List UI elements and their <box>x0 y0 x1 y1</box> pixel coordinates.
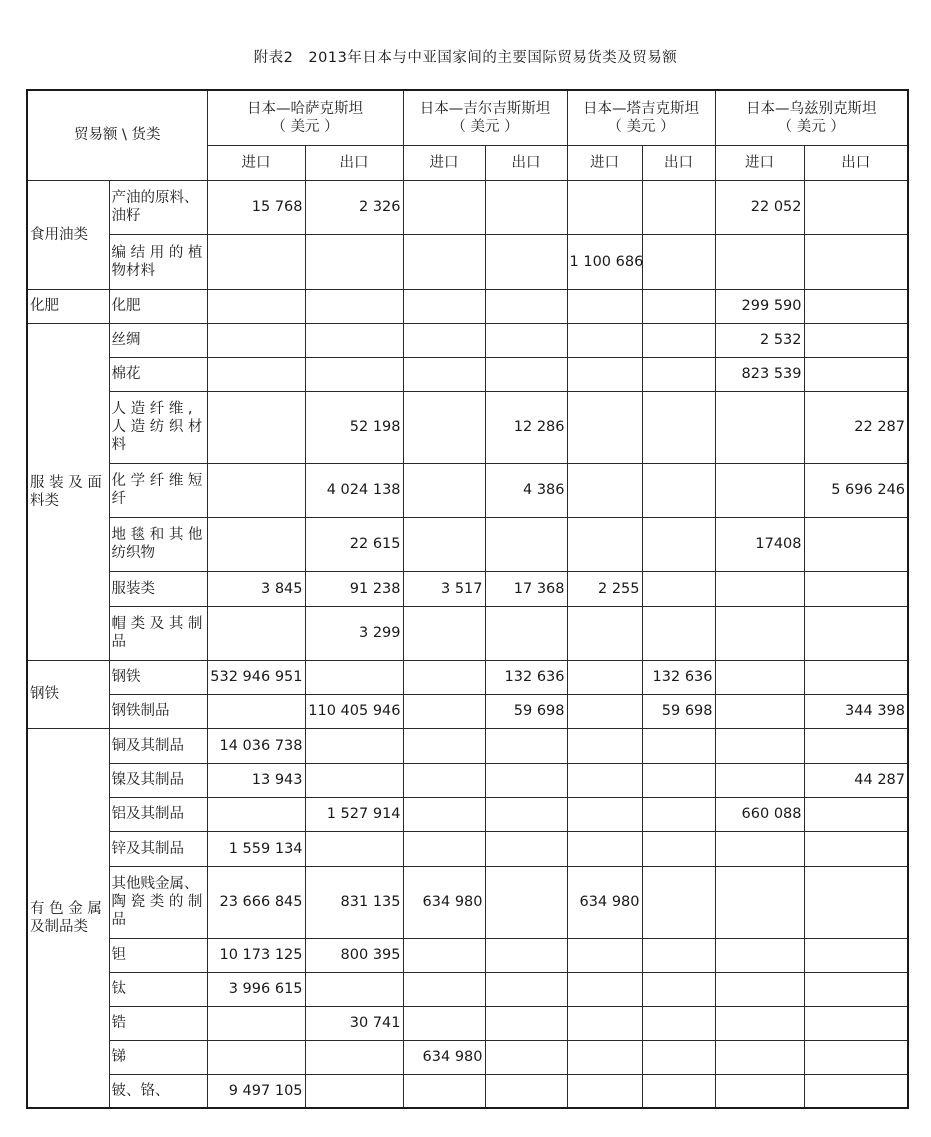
value-cell <box>804 571 908 606</box>
value-cell <box>567 357 642 391</box>
value-cell <box>207 463 305 517</box>
value-cell: 59 698 <box>642 694 715 728</box>
value-cell: 3 299 <box>305 606 403 660</box>
value-cell: 2 326 <box>305 180 403 234</box>
value-cell: 5 696 246 <box>804 463 908 517</box>
value-cell: 22 615 <box>305 517 403 571</box>
item-label-cell: 锌及其制品 <box>109 831 207 866</box>
item-label-cell: 其他贱金属、 陶 瓷 类 的 制 品 <box>109 866 207 938</box>
table-row <box>27 357 908 391</box>
value-cell <box>403 323 485 357</box>
value-cell <box>804 1040 908 1074</box>
value-cell: 23 666 845 <box>207 866 305 938</box>
header-export: 出口 <box>804 145 908 180</box>
value-cell <box>642 938 715 972</box>
value-cell <box>207 694 305 728</box>
item-label-cell: 产油的原料、 油籽 <box>109 180 207 234</box>
value-cell: 4 386 <box>485 463 567 517</box>
value-cell <box>567 728 642 763</box>
value-cell <box>485 357 567 391</box>
header-export: 出口 <box>485 145 567 180</box>
item-label-cell: 钢铁制品 <box>109 694 207 728</box>
value-cell <box>804 606 908 660</box>
value-cell <box>642 391 715 463</box>
value-cell <box>715 1040 804 1074</box>
value-cell <box>305 289 403 323</box>
value-cell <box>715 1006 804 1040</box>
item-label-cell: 铜及其制品 <box>109 728 207 763</box>
value-cell <box>567 763 642 797</box>
header-row-countries <box>27 90 908 145</box>
value-cell <box>642 866 715 938</box>
value-cell <box>485 797 567 831</box>
item-label-cell: 编 结 用 的 植 物材料 <box>109 234 207 289</box>
value-cell: 91 238 <box>305 571 403 606</box>
value-cell: 634 980 <box>567 866 642 938</box>
value-cell: 660 088 <box>715 797 804 831</box>
item-label-cell: 钽 <box>109 938 207 972</box>
value-cell <box>715 763 804 797</box>
table-row <box>27 463 908 517</box>
category-cell: 有 色 金 属 及制品类 <box>27 728 109 1108</box>
table-row <box>27 728 908 763</box>
value-cell: 1 527 914 <box>305 797 403 831</box>
value-cell <box>567 694 642 728</box>
value-cell <box>403 831 485 866</box>
value-cell: 12 286 <box>485 391 567 463</box>
value-cell <box>642 972 715 1006</box>
item-label-cell: 棉花 <box>109 357 207 391</box>
category-cell: 钢铁 <box>27 660 109 728</box>
header-corner: 贸易额 \ 货类 <box>27 90 207 180</box>
value-cell <box>403 357 485 391</box>
header-import: 进口 <box>403 145 485 180</box>
value-cell: 634 980 <box>403 866 485 938</box>
header-import: 进口 <box>715 145 804 180</box>
value-cell: 2 255 <box>567 571 642 606</box>
category-cell: 食用油类 <box>27 180 109 289</box>
item-label-cell: 锆 <box>109 1006 207 1040</box>
value-cell <box>567 660 642 694</box>
value-cell: 4 024 138 <box>305 463 403 517</box>
value-cell <box>207 234 305 289</box>
value-cell <box>715 660 804 694</box>
value-cell <box>567 517 642 571</box>
value-cell <box>485 323 567 357</box>
item-label-cell: 地 毯 和 其 他 纺织物 <box>109 517 207 571</box>
value-cell <box>567 289 642 323</box>
value-cell <box>804 180 908 234</box>
value-cell <box>715 972 804 1006</box>
value-cell <box>485 1040 567 1074</box>
header-country: 日本—吉尔吉斯斯坦 （ 美元 ） <box>403 90 567 145</box>
value-cell: 52 198 <box>305 391 403 463</box>
table-row <box>27 234 908 289</box>
value-cell <box>642 357 715 391</box>
value-cell: 344 398 <box>804 694 908 728</box>
value-cell <box>642 1040 715 1074</box>
category-cell: 服 装 及 面 料类 <box>27 323 109 660</box>
value-cell <box>207 391 305 463</box>
value-cell <box>485 972 567 1006</box>
table-row <box>27 323 908 357</box>
value-cell <box>403 660 485 694</box>
table-row <box>27 1074 908 1108</box>
table-row <box>27 517 908 571</box>
value-cell: 59 698 <box>485 694 567 728</box>
table-row <box>27 866 908 938</box>
value-cell: 532 946 951 <box>207 660 305 694</box>
value-cell <box>485 763 567 797</box>
value-cell <box>715 694 804 728</box>
value-cell <box>642 763 715 797</box>
value-cell <box>207 323 305 357</box>
table-row <box>27 571 908 606</box>
value-cell <box>567 972 642 1006</box>
item-label-cell: 铍、铬、 <box>109 1074 207 1108</box>
value-cell <box>305 234 403 289</box>
value-cell: 3 845 <box>207 571 305 606</box>
value-cell <box>403 234 485 289</box>
item-label-cell: 服装类 <box>109 571 207 606</box>
value-cell <box>207 797 305 831</box>
value-cell <box>403 463 485 517</box>
value-cell <box>715 606 804 660</box>
table-row <box>27 660 908 694</box>
item-label-cell: 帽 类 及 其 制 品 <box>109 606 207 660</box>
value-cell <box>485 606 567 660</box>
value-cell <box>305 972 403 1006</box>
value-cell <box>207 357 305 391</box>
value-cell: 15 768 <box>207 180 305 234</box>
table-row <box>27 694 908 728</box>
value-cell <box>403 728 485 763</box>
value-cell: 800 395 <box>305 938 403 972</box>
value-cell: 44 287 <box>804 763 908 797</box>
value-cell <box>642 289 715 323</box>
value-cell <box>804 938 908 972</box>
value-cell <box>567 391 642 463</box>
value-cell <box>715 234 804 289</box>
value-cell <box>403 517 485 571</box>
value-cell <box>403 289 485 323</box>
value-cell <box>305 763 403 797</box>
value-cell <box>642 831 715 866</box>
value-cell <box>642 606 715 660</box>
value-cell: 22 287 <box>804 391 908 463</box>
value-cell <box>485 1074 567 1108</box>
value-cell <box>567 1040 642 1074</box>
value-cell <box>403 763 485 797</box>
value-cell: 823 539 <box>715 357 804 391</box>
value-cell <box>804 797 908 831</box>
value-cell <box>305 323 403 357</box>
table-row <box>27 938 908 972</box>
item-label-cell: 锑 <box>109 1040 207 1074</box>
value-cell: 30 741 <box>305 1006 403 1040</box>
table-row <box>27 180 908 234</box>
value-cell <box>403 180 485 234</box>
item-label-cell: 丝绸 <box>109 323 207 357</box>
header-export: 出口 <box>642 145 715 180</box>
value-cell: 17408 <box>715 517 804 571</box>
value-cell <box>642 1006 715 1040</box>
item-label-cell: 化 学 纤 维 短 纤 <box>109 463 207 517</box>
value-cell <box>403 938 485 972</box>
item-label-cell: 镍及其制品 <box>109 763 207 797</box>
value-cell <box>305 728 403 763</box>
value-cell <box>207 289 305 323</box>
value-cell <box>804 357 908 391</box>
value-cell <box>567 831 642 866</box>
table-row <box>27 289 908 323</box>
value-cell <box>485 938 567 972</box>
value-cell <box>642 463 715 517</box>
value-cell <box>403 391 485 463</box>
value-cell <box>485 831 567 866</box>
table-row <box>27 1040 908 1074</box>
value-cell <box>485 866 567 938</box>
value-cell <box>715 391 804 463</box>
value-cell <box>804 831 908 866</box>
table-row <box>27 1006 908 1040</box>
value-cell: 3 517 <box>403 571 485 606</box>
value-cell <box>485 289 567 323</box>
value-cell <box>485 1006 567 1040</box>
value-cell <box>305 1074 403 1108</box>
value-cell <box>207 517 305 571</box>
value-cell: 132 636 <box>642 660 715 694</box>
item-label-cell: 钛 <box>109 972 207 1006</box>
value-cell <box>567 1074 642 1108</box>
value-cell: 14 036 738 <box>207 728 305 763</box>
value-cell <box>804 1006 908 1040</box>
value-cell <box>642 571 715 606</box>
value-cell <box>642 517 715 571</box>
value-cell <box>403 972 485 1006</box>
value-cell <box>715 728 804 763</box>
value-cell: 9 497 105 <box>207 1074 305 1108</box>
table-row <box>27 763 908 797</box>
table-row <box>27 972 908 1006</box>
category-cell: 化肥 <box>27 289 109 323</box>
value-cell <box>305 660 403 694</box>
value-cell <box>715 831 804 866</box>
value-cell <box>642 323 715 357</box>
value-cell <box>715 1074 804 1108</box>
value-cell: 17 368 <box>485 571 567 606</box>
value-cell <box>715 571 804 606</box>
value-cell <box>567 180 642 234</box>
value-cell <box>567 938 642 972</box>
value-cell <box>804 1074 908 1108</box>
table-row <box>27 831 908 866</box>
header-import: 进口 <box>207 145 305 180</box>
value-cell <box>485 180 567 234</box>
value-cell <box>567 1006 642 1040</box>
value-cell <box>567 463 642 517</box>
value-cell <box>715 463 804 517</box>
value-cell: 10 173 125 <box>207 938 305 972</box>
value-cell <box>485 517 567 571</box>
header-export: 出口 <box>305 145 403 180</box>
table-row <box>27 391 908 463</box>
value-cell <box>804 289 908 323</box>
value-cell <box>567 323 642 357</box>
value-cell <box>804 517 908 571</box>
value-cell <box>207 606 305 660</box>
value-cell <box>403 1006 485 1040</box>
table-row <box>27 797 908 831</box>
value-cell <box>642 728 715 763</box>
table-body <box>27 180 908 1108</box>
value-cell <box>403 1074 485 1108</box>
value-cell: 22 052 <box>715 180 804 234</box>
value-cell <box>567 797 642 831</box>
value-cell: 299 590 <box>715 289 804 323</box>
trade-table <box>26 89 909 1109</box>
header-country: 日本—乌兹别克斯坦 （ 美元 ） <box>715 90 908 145</box>
value-cell <box>804 660 908 694</box>
value-cell: 1 559 134 <box>207 831 305 866</box>
value-cell <box>305 1040 403 1074</box>
value-cell <box>207 1006 305 1040</box>
value-cell <box>804 234 908 289</box>
header-import: 进口 <box>567 145 642 180</box>
value-cell: 1 100 686 <box>567 234 642 289</box>
item-label-cell: 钢铁 <box>109 660 207 694</box>
value-cell: 634 980 <box>403 1040 485 1074</box>
value-cell <box>485 728 567 763</box>
value-cell <box>485 234 567 289</box>
value-cell: 13 943 <box>207 763 305 797</box>
table-row <box>27 606 908 660</box>
value-cell <box>642 1074 715 1108</box>
value-cell <box>715 938 804 972</box>
value-cell <box>403 694 485 728</box>
value-cell <box>642 797 715 831</box>
item-label-cell: 人 造 纤 维 , 人 造 纺 织 材 料 <box>109 391 207 463</box>
value-cell <box>305 831 403 866</box>
value-cell <box>804 323 908 357</box>
value-cell: 831 135 <box>305 866 403 938</box>
value-cell <box>804 866 908 938</box>
value-cell <box>567 606 642 660</box>
value-cell: 2 532 <box>715 323 804 357</box>
header-country: 日本—哈萨克斯坦 （ 美元 ） <box>207 90 403 145</box>
value-cell <box>403 797 485 831</box>
table-title: 附表2 2013年日本与中亚国家间的主要国际贸易货类及贸易额 <box>253 50 678 66</box>
value-cell <box>207 1040 305 1074</box>
value-cell <box>715 866 804 938</box>
header-country: 日本—塔吉克斯坦 （ 美元 ） <box>567 90 715 145</box>
value-cell <box>642 234 715 289</box>
item-label-cell: 化肥 <box>109 289 207 323</box>
value-cell <box>804 728 908 763</box>
value-cell: 110 405 946 <box>305 694 403 728</box>
value-cell <box>804 972 908 1006</box>
value-cell: 132 636 <box>485 660 567 694</box>
value-cell <box>642 180 715 234</box>
value-cell <box>403 606 485 660</box>
item-label-cell: 铝及其制品 <box>109 797 207 831</box>
value-cell: 3 996 615 <box>207 972 305 1006</box>
value-cell <box>305 357 403 391</box>
